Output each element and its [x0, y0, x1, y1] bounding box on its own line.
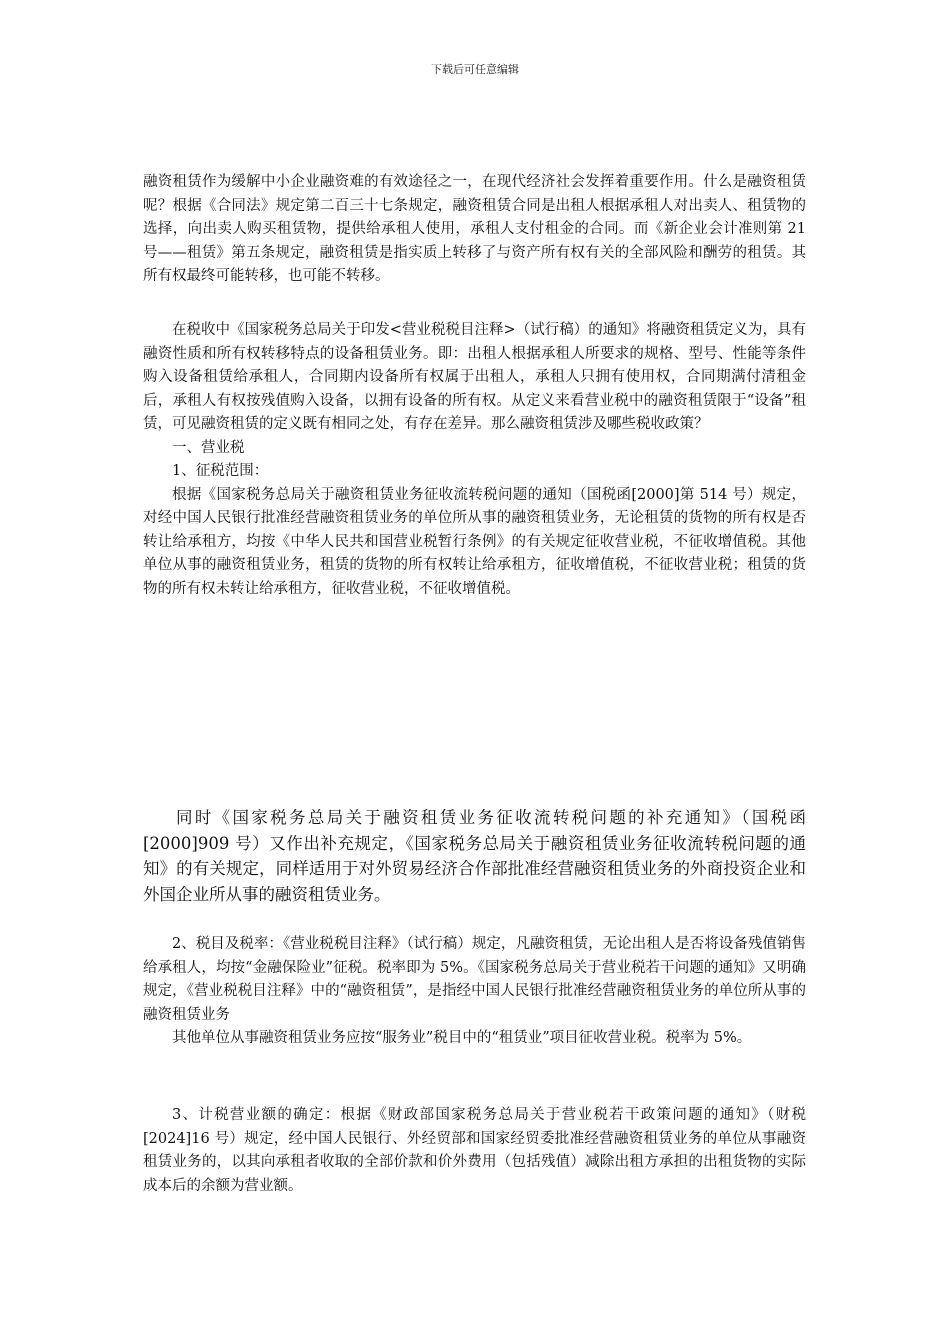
tax-rate-section — [143, 933, 806, 1051]
paragraph-scope: 根据《国家税务总局关于融资租赁业务征收流转税问题的通知（国税函[2000]第 514 号）规定，对经中国人民银行批准经营融资租赁业务的单位所从事的融资租赁业务，无论租赁的货物的所有权是否转让给承租方，均按《中华人民共和国营业税暂行条例》的有关规定征收营业税，不征收增值税。其他单位从事的融资租赁业务，租赁的货物的所有权转让给承租方，征收增值税，不征收营业税；租赁的货物的所有权未转让给承租方，征收营业税，不征收增值税。 — [143, 486, 806, 597]
taxable-amount-section — [143, 1104, 806, 1198]
heading-scope: 1、征税范围： — [172, 463, 269, 479]
paragraph-tax-rate: 2、税目及税率：《营业税税目注释》（试行稿）规定，凡融资租赁，无论出租人是否将设备残值销售给承租人，均按“金融保险业”征税。税率即为 5%。《国家税务总局关于营业税若干问题的通知》又明确规定，《营业税税目注释》中的“融资租赁”，是指经中国人民银行批准经营融资租赁业务的单位所从事的融资租赁业务 — [143, 936, 806, 1023]
tax-definition-section — [143, 319, 806, 601]
paragraph-supplement-notice: 同时《国家税务总局关于融资租赁业务征收流转税问题的补充通知》（国税函[2000]909 号）又作出补充规定，《国家税务总局关于融资租赁业务征收流转税问题的通知》的有关规定，同样适用于对外贸易经济合作部批准经营融资租赁业务的外商投资企业和外国企业所从事的融资租赁业务。 — [143, 808, 806, 904]
supplement-section — [143, 805, 806, 907]
intro-section — [143, 171, 806, 289]
heading-business-tax: 一、营业税 — [172, 439, 245, 456]
paragraph-other-units: 其他单位从事融资租赁业务应按“服务业”税目中的“租赁业”项目征收营业税。税率为 5%。 — [172, 1030, 752, 1046]
page-header: 下载后可任意编辑 — [431, 63, 519, 76]
paragraph-definition: 融资租赁作为缓解中小企业融资难的有效途径之一，在现代经济社会发挥着重要作用。什么是融资租赁呢？根据《合同法》规定第二百三十七条规定，融资租赁合同是出租人根据承租人对出卖人、租赁物的选择，向出卖人购买租赁物，提供给承租人使用，承租人支付租金的合同。而《新企业会计准则第 21 号——租赁》第五条规定，融资租赁是指实质上转移了与资产所有权有关的全部风险和酬劳的租赁。其所有权最终可能转移，也可能不转移。 — [143, 174, 806, 284]
paragraph-taxable-amount: 3、计税营业额的确定：根据《财政部国家税务总局关于营业税若干政策问题的通知》（财税[2024]16 号）规定，经中国人民银行、外经贸部和国家经贸委批准经营融资租赁业务的单位从事融资租赁业务的，以其向承租者收取的全部价款和价外费用（包括残值）减除出租方承担的出租货物的实际成本后的余额为营业额。 — [143, 1107, 806, 1194]
paragraph-tax-definition: 在税收中《国家税务总局关于印发<营业税税目注释>（试行稿）的通知》将融资租赁定义为，具有融资性质和所有权转移特点的设备租赁业务。即：出租人根据承租人所要求的规格、型号、性能等条件购入设备租赁给承租人，合同期内设备所有权属于出租人，承租人只拥有使用权，合同期满付清租金后，承租人有权按残值购入设备，以拥有设备的所有权。从定义来看营业税中的融资租赁限于“设备”租赁，可见融资租赁的定义既有相同之处，有存在差异。那么融资租赁涉及哪些税收政策？ — [143, 322, 806, 432]
